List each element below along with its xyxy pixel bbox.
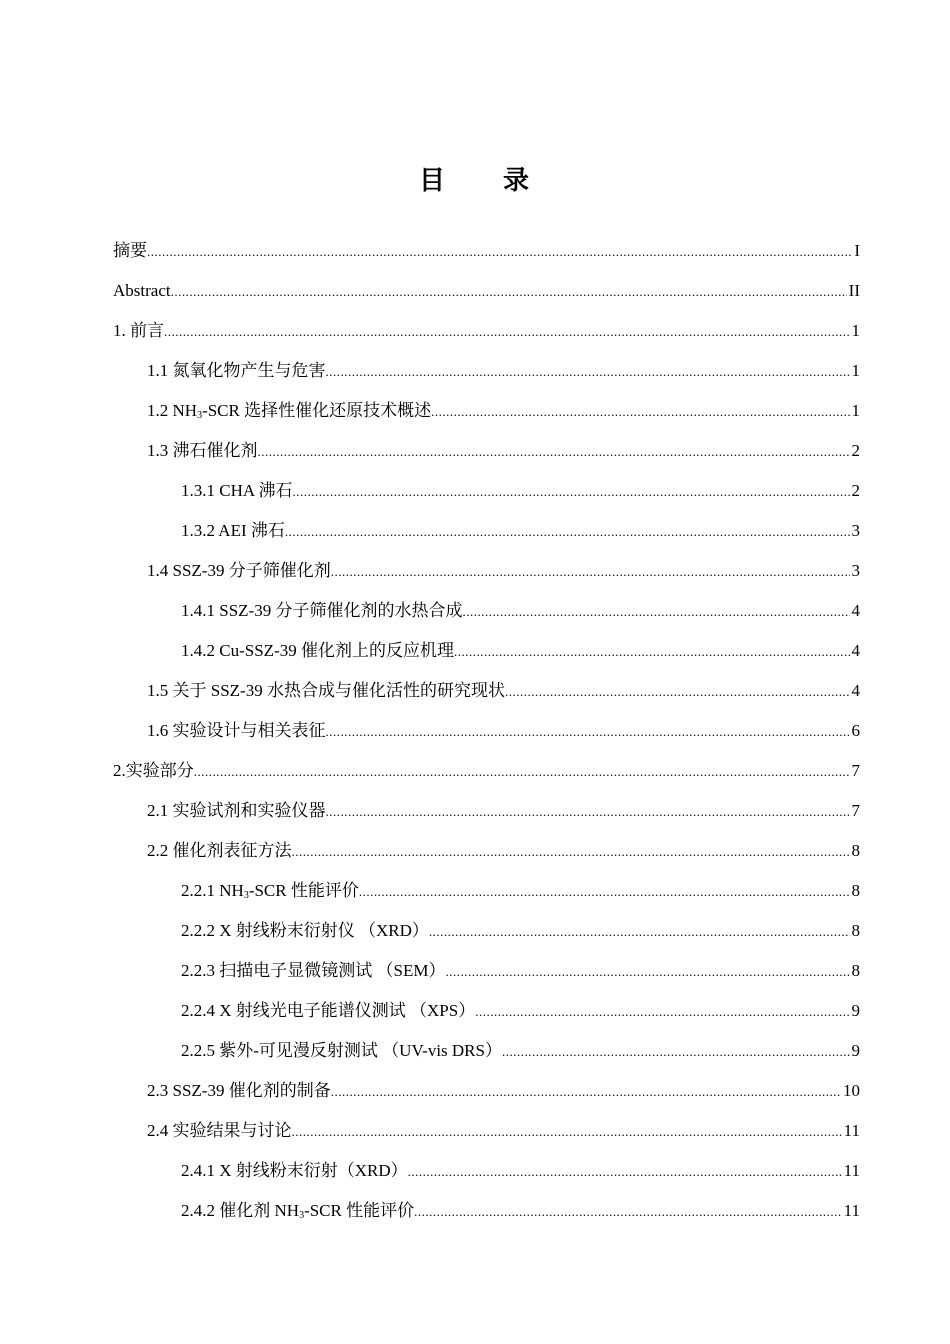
toc-page-number: 1: [851, 361, 860, 380]
toc-dot-leader: [475, 992, 849, 1032]
toc-dot-leader: [429, 912, 850, 952]
toc-entry-text: 2.3 SSZ-39 催化剂的制备: [147, 1081, 331, 1100]
toc-entry-label: [147, 791, 326, 831]
toc-entry-label: [181, 631, 454, 671]
toc-entry-label: [147, 671, 505, 711]
toc-entry-text-suffix: -SCR 性能评价: [248, 881, 359, 900]
toc-page-number: 11: [843, 1161, 860, 1180]
toc-entry[interactable]: [113, 591, 860, 631]
toc-entry-text: 2.2.4 X 射线光电子能谱仪测试 （XPS）: [181, 1001, 476, 1020]
toc-entry[interactable]: [113, 631, 860, 671]
toc-entry[interactable]: [113, 1111, 860, 1151]
toc-entry[interactable]: [113, 951, 860, 991]
toc-page-number: 11: [843, 1201, 860, 1220]
toc-page-number: 8: [851, 841, 860, 860]
toc-page-number: 11: [843, 1121, 860, 1140]
toc-entry-text: 1.4.1 SSZ-39 分子筛催化剂的水热合成: [181, 601, 463, 620]
toc-entry-subscript: 3: [243, 890, 249, 901]
toc-entry-text: 2.4.1 X 射线粉末衍射（XRD）: [181, 1161, 408, 1180]
toc-dot-leader: [285, 512, 850, 552]
toc-entry-label: [181, 1191, 414, 1236]
toc-dot-leader: [171, 272, 847, 312]
toc-page-number: 4: [851, 601, 860, 620]
toc-entry-label: [147, 1111, 292, 1151]
toc-entry[interactable]: [113, 391, 860, 431]
toc-dot-leader: [292, 832, 850, 872]
toc-entry[interactable]: [113, 351, 860, 391]
toc-dot-leader: [292, 472, 849, 512]
toc-entry-label: [147, 831, 292, 871]
toc-entry-text: 1.6 实验设计与相关表征: [147, 721, 326, 740]
toc-dot-leader: [454, 632, 850, 672]
table-of-contents: [113, 231, 860, 1231]
toc-entry-text: 2.4 实验结果与讨论: [147, 1121, 292, 1140]
toc-dot-leader: [462, 592, 849, 632]
toc-dot-leader: [292, 1112, 842, 1152]
toc-entry-label: [113, 311, 164, 351]
toc-entry-label: [113, 231, 147, 271]
toc-dot-leader: [326, 712, 850, 752]
toc-dot-leader: [502, 1032, 850, 1072]
toc-dot-leader: [326, 792, 850, 832]
toc-entry-label: [181, 471, 292, 511]
toc-entry-text: 2.2.5 紫外-可见漫反射测试 （UV-vis DRS）: [181, 1041, 502, 1060]
toc-page-number: 8: [851, 961, 860, 980]
toc-entry-text: 2.1 实验试剂和实验仪器: [147, 801, 326, 820]
toc-page-number: 2: [851, 441, 860, 460]
toc-dot-leader: [359, 872, 850, 912]
toc-entry[interactable]: [113, 511, 860, 551]
toc-page-number: 1: [851, 321, 860, 340]
toc-dot-leader: [414, 1192, 842, 1232]
toc-entry-text: 1.3.2 AEI 沸石: [181, 521, 285, 540]
toc-entry-text: 1.1 氮氧化物产生与危害: [147, 361, 326, 380]
toc-entry[interactable]: [113, 231, 860, 271]
toc-dot-leader: [147, 232, 852, 272]
toc-entry[interactable]: [113, 271, 860, 311]
toc-entry[interactable]: [113, 471, 860, 511]
toc-dot-leader: [431, 392, 849, 432]
toc-entry[interactable]: [113, 1031, 860, 1071]
toc-entry-text: 2.2.1 NH: [181, 881, 244, 900]
toc-entry-text: 1.5 关于 SSZ-39 水热合成与催化活性的研究现状: [147, 681, 505, 700]
toc-entry-label: [147, 431, 258, 471]
toc-entry-label: [181, 1151, 408, 1191]
toc-page-number: 8: [851, 921, 860, 940]
toc-dot-leader: [258, 432, 850, 472]
toc-page-number: 7: [851, 761, 860, 780]
toc-entry-label: [147, 711, 326, 751]
toc-dot-leader: [331, 1072, 841, 1112]
toc-dot-leader: [505, 672, 850, 712]
toc-entry[interactable]: [113, 871, 860, 911]
toc-entry-label: [147, 351, 326, 391]
toc-entry-text: 1.4 SSZ-39 分子筛催化剂: [147, 561, 331, 580]
toc-page-number: 9: [851, 1001, 860, 1020]
toc-entry-text-suffix: -SCR 选择性催化还原技术概述: [202, 401, 432, 420]
toc-dot-leader: [408, 1152, 842, 1192]
toc-entry[interactable]: [113, 431, 860, 471]
toc-entry[interactable]: [113, 1191, 860, 1231]
toc-page-number: 9: [851, 1041, 860, 1060]
toc-entry[interactable]: [113, 1071, 860, 1111]
toc-entry-text: 2.实验部分: [113, 761, 194, 780]
toc-page-number: 2: [851, 481, 860, 500]
toc-entry-text: 2.4.2 催化剂 NH: [181, 1201, 300, 1220]
toc-entry-text: 2.2.3 扫描电子显微镜测试 （SEM）: [181, 961, 446, 980]
toc-entry-label: [181, 511, 285, 551]
toc-entry-label: [181, 1031, 502, 1071]
toc-entry-subscript: 3: [299, 1210, 305, 1221]
toc-entry[interactable]: [113, 991, 860, 1031]
toc-page-number: II: [848, 281, 860, 300]
toc-page-number: 1: [851, 401, 860, 420]
toc-entry-text: 2.2.2 X 射线粉末衍射仪 （XRD）: [181, 921, 429, 940]
toc-entry-text: 2.2 催化剂表征方法: [147, 841, 292, 860]
toc-entry-text: Abstract: [113, 281, 171, 300]
toc-entry-text-suffix: -SCR 性能评价: [304, 1201, 415, 1220]
toc-page-number: I: [854, 241, 860, 260]
toc-entry[interactable]: [113, 911, 860, 951]
toc-page-number: 3: [851, 521, 860, 540]
toc-entry-label: [181, 951, 445, 991]
toc-page-number: 4: [851, 641, 860, 660]
toc-page-number: 10: [843, 1081, 860, 1100]
toc-page-number: 6: [851, 721, 860, 740]
toc-entry-text: 摘要: [113, 241, 147, 260]
toc-dot-leader: [331, 552, 850, 592]
toc-entry[interactable]: [113, 711, 860, 751]
toc-entry[interactable]: [113, 831, 860, 871]
toc-entry-label: [147, 391, 431, 436]
page-title: 目 录: [418, 166, 531, 196]
toc-entry[interactable]: [113, 311, 860, 351]
toc-dot-leader: [445, 952, 849, 992]
toc-entry-label: [181, 871, 359, 916]
toc-entry[interactable]: [113, 671, 860, 711]
toc-entry[interactable]: [113, 751, 860, 791]
toc-entry-label: [113, 271, 171, 311]
toc-entry[interactable]: [113, 791, 860, 831]
toc-entry-label: [113, 751, 194, 791]
toc-entry[interactable]: [113, 551, 860, 591]
toc-dot-leader: [164, 312, 850, 352]
toc-page-number: 4: [851, 681, 860, 700]
toc-entry-text: 1.3.1 CHA 沸石: [181, 481, 293, 500]
toc-dot-leader: [326, 352, 850, 392]
toc-entry-text: 1. 前言: [113, 321, 164, 340]
toc-entry-text: 1.2 NH: [147, 401, 198, 420]
toc-entry-text: 1.3 沸石催化剂: [147, 441, 258, 460]
toc-dot-leader: [194, 752, 850, 792]
toc-entry-label: [181, 991, 475, 1031]
toc-entry-subscript: 3: [197, 410, 203, 421]
toc-entry-label: [181, 911, 429, 951]
toc-entry-text: 1.4.2 Cu-SSZ-39 催化剂上的反应机理: [181, 641, 454, 660]
toc-entry[interactable]: [113, 1151, 860, 1191]
toc-page-number: 3: [851, 561, 860, 580]
toc-page-number: 7: [851, 801, 860, 820]
toc-page-number: 8: [851, 881, 860, 900]
toc-entry-label: [181, 591, 462, 631]
toc-entry-label: [147, 551, 331, 591]
toc-entry-label: [147, 1071, 331, 1111]
